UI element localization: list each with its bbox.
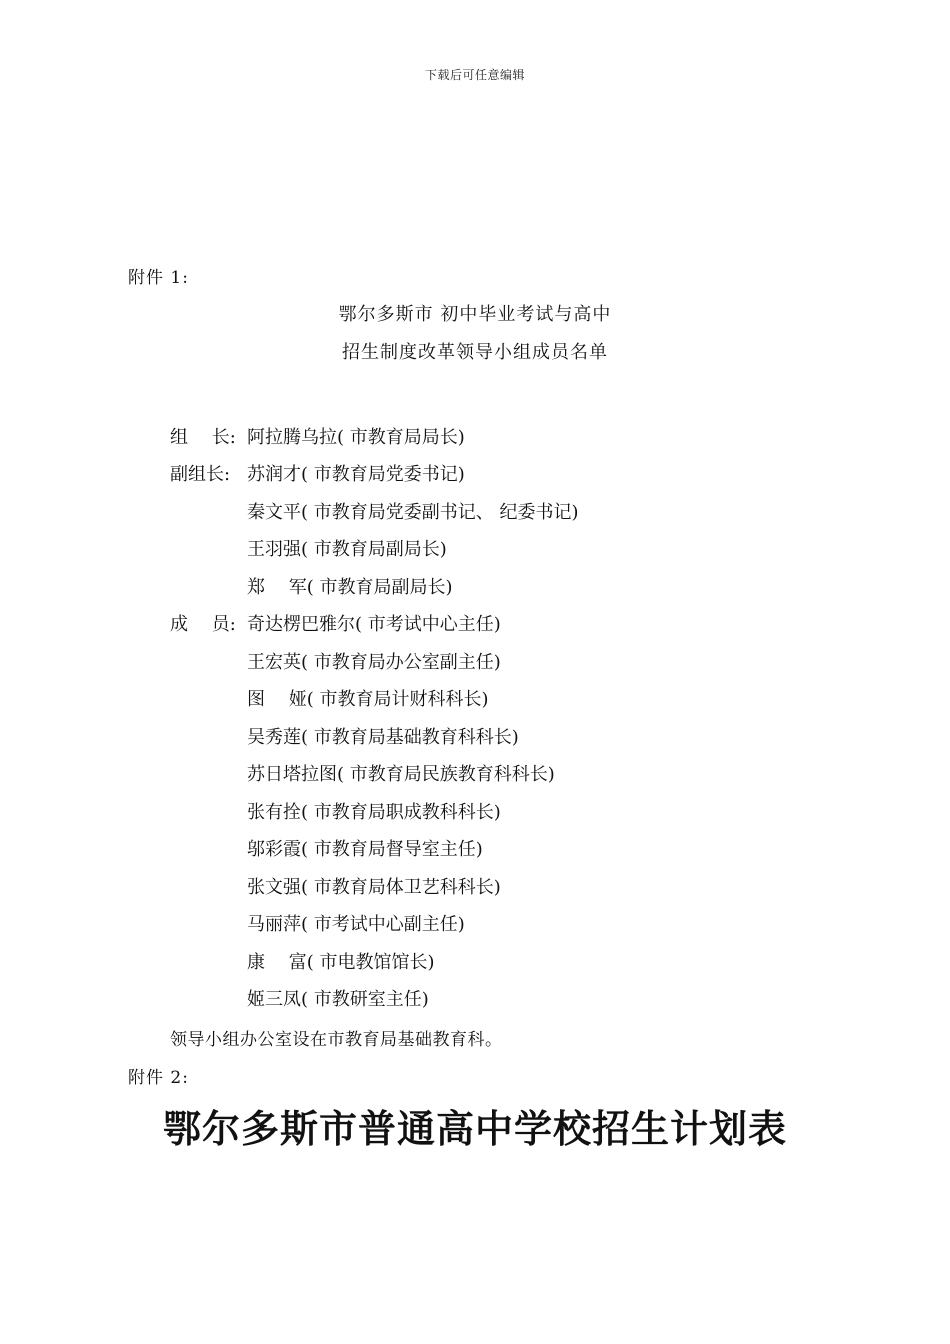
member-name: 姬三凤( 市教研室主任)	[247, 989, 429, 1010]
member-row	[170, 948, 435, 974]
page-header: 下载后可任意编辑	[424, 68, 525, 82]
member-row	[170, 535, 447, 561]
member-name: 张有拴( 市教育局职成教科科长)	[247, 802, 501, 823]
member-row	[170, 985, 429, 1011]
member-name: 图 娅( 市教育局计财科科长)	[247, 689, 489, 710]
member-name: 康 富( 市电教馆馆长)	[247, 952, 435, 973]
member-name: 苏润才( 市教育局党委书记)	[247, 464, 465, 485]
member-row	[170, 873, 501, 899]
member-row	[170, 460, 465, 486]
member-name: 王羽强( 市教育局副局长)	[247, 539, 447, 560]
member-name: 张文强( 市教育局体卫艺科科长)	[247, 877, 501, 898]
member-name: 秦文平( 市教育局党委副书记、 纪委书记)	[247, 502, 579, 523]
attachment-1-title-line-1: 鄂尔多斯市 初中毕业考试与高中	[338, 304, 612, 325]
member-name: 马丽萍( 市考试中心副主任)	[247, 914, 465, 935]
member-row	[170, 573, 453, 599]
member-row	[170, 648, 501, 674]
member-name: 王宏英( 市教育局办公室副主任)	[247, 652, 501, 673]
member-row	[170, 910, 465, 936]
attachment-1-label: 附件 1:	[128, 268, 189, 288]
member-row	[170, 760, 555, 786]
member-name: 苏日塔拉图( 市教育局民族教育科科长)	[247, 764, 555, 785]
member-row	[170, 723, 519, 749]
member-row	[170, 685, 489, 711]
member-name: 邬彩霞( 市教育局督导室主任)	[247, 839, 483, 860]
member-role: 成 员:	[170, 614, 236, 635]
member-name: 阿拉腾乌拉( 市教育局局长)	[247, 427, 465, 448]
member-role: 组 长:	[170, 427, 236, 448]
attachment-2-title: 鄂尔多斯市普通高中学校招生计划表	[162, 1106, 787, 1151]
member-name: 奇达楞巴雅尔( 市考试中心主任)	[247, 614, 501, 635]
member-row	[170, 423, 465, 449]
attachment-1-title-line-2: 招生制度改革领导小组成员名单	[342, 342, 608, 363]
member-name: 郑 军( 市教育局副局长)	[247, 577, 453, 598]
member-row	[170, 798, 501, 824]
member-row	[170, 610, 501, 636]
office-note: 领导小组办公室设在市教育局基础教育科。	[170, 1030, 503, 1050]
member-role: 副组长:	[170, 464, 231, 485]
member-row	[170, 835, 483, 861]
attachment-2-label: 附件 2:	[128, 1068, 189, 1088]
member-name: 吴秀莲( 市教育局基础教育科科长)	[247, 727, 519, 748]
member-row	[170, 498, 579, 524]
